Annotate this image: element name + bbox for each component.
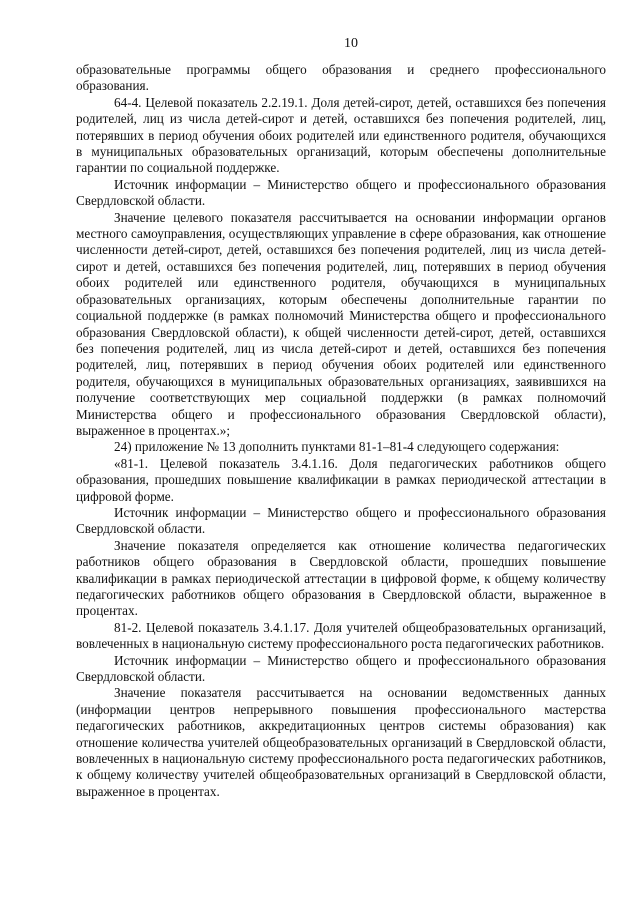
paragraph-p10: Значение показателя рассчитывается на основании ведомственных данных (информации центров непрерывного повышения профессионального мастерства педагогических работников, аккредитационных центров системы образования) как отношение количества учителей общеобразовательных организаций в Свердловской области, вовлеченных в национальную систему профессионального роста педагогических работников, к общему количеству учителей общеобразовательных организаций в Свердловской области, выраженное в процентах. (76, 685, 606, 799)
paragraph-p5: «81-1. Целевой показатель 3.4.1.16. Доля педагогических работников общего образования, прошедших повышение квалификации в рамках периодической аттестации в цифровой форме. (76, 455, 606, 504)
paragraph-p4: 24) приложение № 13 дополнить пунктами 81-1–81-4 следующего содержания: (114, 439, 560, 455)
paragraph-p0: образовательные программы общего образования и среднего профессионального образования. (76, 62, 606, 94)
paragraph-p1: 64-4. Целевой показатель 2.2.19.1. Доля детей-сирот, детей, оставшихся без попечения родителей, лиц из числа детей-сирот и детей, оставшихся без попечения родителей, лиц, потерявших в период обучения обоих родителей или единственного родителя, обучающихся в муниципальных образовательных организаций, которым обеспечены дополнительные гарантии по социальной поддержке. (76, 94, 606, 176)
paragraph-p7: Значение показателя определяется как отношение количества педагогических работников общего образования в Свердловской области, прошедших повышение квалификации в рамках периодической аттестации в цифровой форме, к общему количеству педагогических работников общего образования в Свердловской области, выраженное в процентах. (76, 537, 606, 619)
document-body (76, 62, 606, 800)
paragraph-p3: Значение целевого показателя рассчитывается на основании информации органов местного самоуправления, осуществляющих управление в сфере образования, как отношение численности детей-сирот, детей, оставшихся без попечения родителей, лиц из числа детей-сирот и детей, оставшихся без попечения родителей, лиц, потерявших в период обучения обоих родителей или единственного родителя, обучающихся в муниципальных образовательных организациях, которым обеспечены дополнительные гарантии по социальной поддержке (в рамках полномочий Министерства общего и профессионального образования Свердловской области), к общей численности детей-сирот, детей, оставшихся без попечения родителей, лиц из числа детей-сирот и детей, оставшихся без попечения родителей, лиц, потерявших в период обучения обоих родителей или единственного родителя, обучающихся в муниципальных образовательных организациях, заявившихся на получение соответствующих мер социальной поддержки (в рамках полномочий Министерства общего и профессионального образования Свердловской области), выраженное в процентах.»; (76, 209, 606, 438)
page-number: 10 (344, 36, 358, 51)
paragraph-p8: 81-2. Целевой показатель 3.4.1.17. Доля учителей общеобразовательных организаций, вовлеченных в национальную систему профессионального роста педагогических работников. (76, 619, 606, 652)
paragraph-p2: Источник информации – Министерство общего и профессионального образования Свердловской области. (76, 176, 606, 209)
paragraph-p6: Источник информации – Министерство общего и профессионального образования Свердловской области. (76, 504, 606, 537)
paragraph-p9: Источник информации – Министерство общего и профессионального образования Свердловской области. (76, 652, 606, 685)
